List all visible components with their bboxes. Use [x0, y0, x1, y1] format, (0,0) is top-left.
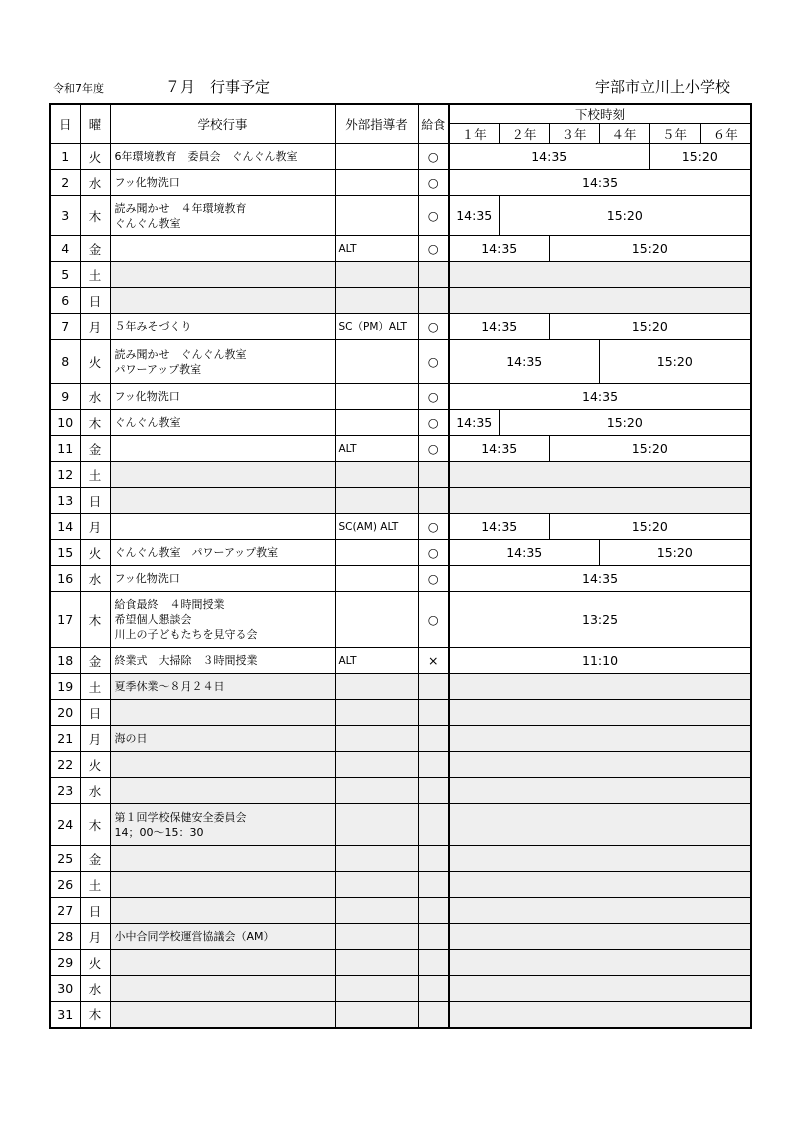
event-line: パワーアップ教室	[114, 362, 202, 376]
table-row	[50, 144, 751, 170]
dismissal-time-cell: 14:35	[449, 144, 649, 170]
dismissal-time-cell: 14:35	[449, 384, 751, 410]
page-title: ７月 行事予定	[165, 78, 271, 96]
event-line: 海の日	[114, 732, 148, 745]
event-line: ぐんぐん教室	[114, 416, 181, 429]
day-cell: 2	[50, 170, 80, 196]
weekday-cell: 金	[80, 236, 110, 262]
dismissal-time-cell: 14:35	[449, 410, 499, 436]
event-cell	[110, 700, 335, 726]
external-instructor-cell	[335, 804, 418, 846]
event-line: 小中合同学校運営協議会（AM）	[114, 930, 275, 943]
external-instructor-cell: SC(AM) ALT	[335, 514, 418, 540]
event-line: 終業式 大掃除 ３時間授業	[114, 654, 258, 667]
event-line: 川上の子どもたちを見守る会	[114, 628, 258, 641]
col-event-header: 学校行事	[110, 104, 335, 144]
lunch-cell: ○	[418, 566, 449, 592]
external-instructor-cell	[335, 384, 418, 410]
event-line: ５年みそづくり	[114, 320, 192, 333]
weekday-cell: 火	[80, 752, 110, 778]
lunch-cell: ○	[418, 170, 449, 196]
dismissal-time-cell: 14:35	[449, 236, 549, 262]
external-instructor-cell	[335, 288, 418, 314]
event-cell	[110, 236, 335, 262]
event-line: ぐんぐん教室 パワーアップ教室	[114, 546, 279, 559]
event-cell	[110, 462, 335, 488]
day-cell: 16	[50, 566, 80, 592]
dismissal-time-cell: 14:35	[449, 314, 549, 340]
external-instructor-cell	[335, 144, 418, 170]
event-cell	[110, 488, 335, 514]
weekday-cell: 月	[80, 924, 110, 950]
event-cell	[110, 872, 335, 898]
event-cell	[110, 674, 335, 700]
dismissal-cell	[449, 262, 751, 288]
event-cell	[110, 898, 335, 924]
weekday-cell: 日	[80, 700, 110, 726]
event-cell	[110, 436, 335, 462]
event-cell	[110, 384, 335, 410]
weekday-cell: 火	[80, 540, 110, 566]
day-cell: 26	[50, 872, 80, 898]
event-cell	[110, 410, 335, 436]
day-cell: 6	[50, 288, 80, 314]
table-row	[50, 410, 751, 436]
external-instructor-cell	[335, 700, 418, 726]
lunch-cell: ○	[418, 144, 449, 170]
day-cell: 24	[50, 804, 80, 846]
dismissal-time-cell: 15:20	[549, 436, 751, 462]
dismissal-time-cell: 14:35	[449, 566, 751, 592]
day-cell: 5	[50, 262, 80, 288]
weekday-cell: 水	[80, 976, 110, 1002]
lunch-cell: ○	[418, 236, 449, 262]
table-row	[50, 700, 751, 726]
weekday-cell: 土	[80, 462, 110, 488]
dismissal-cell	[449, 1002, 751, 1028]
table-row	[50, 236, 751, 262]
lunch-cell	[418, 462, 449, 488]
grade-header: ６年	[700, 124, 751, 144]
external-instructor-cell	[335, 752, 418, 778]
col-external-header: 外部指導者	[335, 104, 418, 144]
lunch-cell	[418, 700, 449, 726]
weekday-cell: 水	[80, 778, 110, 804]
weekday-cell: 月	[80, 726, 110, 752]
day-cell: 31	[50, 1002, 80, 1028]
lunch-cell	[418, 262, 449, 288]
weekday-cell: 月	[80, 514, 110, 540]
dismissal-time-cell: 14:35	[449, 170, 751, 196]
lunch-cell: ○	[418, 436, 449, 462]
lunch-cell: ○	[418, 514, 449, 540]
day-cell: 13	[50, 488, 80, 514]
grade-header: ３年	[549, 124, 599, 144]
weekday-cell: 日	[80, 898, 110, 924]
day-cell: 4	[50, 236, 80, 262]
dismissal-time-cell: 14:35	[449, 514, 549, 540]
dismissal-time-cell: 11:10	[449, 648, 751, 674]
grade-header: ２年	[499, 124, 549, 144]
day-cell: 1	[50, 144, 80, 170]
table-row	[50, 898, 751, 924]
fiscal-year-label: 令和7年度	[53, 82, 104, 95]
weekday-cell: 水	[80, 170, 110, 196]
dismissal-cell	[449, 752, 751, 778]
dismissal-time-cell: 15:20	[549, 514, 751, 540]
dismissal-cell	[449, 778, 751, 804]
table-row	[50, 846, 751, 872]
lunch-cell	[418, 898, 449, 924]
day-cell: 12	[50, 462, 80, 488]
event-cell	[110, 144, 335, 170]
dismissal-time-cell: 15:20	[649, 144, 751, 170]
table-row	[50, 314, 751, 340]
table-row	[50, 976, 751, 1002]
event-line: 6年環境教育 委員会 ぐんぐん教室	[114, 150, 298, 163]
day-cell: 20	[50, 700, 80, 726]
day-cell: 22	[50, 752, 80, 778]
event-cell	[110, 778, 335, 804]
day-cell: 17	[50, 592, 80, 648]
lunch-cell: ○	[418, 384, 449, 410]
weekday-cell: 土	[80, 262, 110, 288]
weekday-cell: 金	[80, 436, 110, 462]
table-row	[50, 340, 751, 384]
external-instructor-cell: ALT	[335, 436, 418, 462]
table-row	[50, 514, 751, 540]
col-day-header: 日	[50, 104, 80, 144]
day-cell: 11	[50, 436, 80, 462]
external-instructor-cell	[335, 196, 418, 236]
weekday-cell: 金	[80, 846, 110, 872]
day-cell: 28	[50, 924, 80, 950]
day-cell: 25	[50, 846, 80, 872]
lunch-cell	[418, 488, 449, 514]
external-instructor-cell	[335, 924, 418, 950]
weekday-cell: 水	[80, 566, 110, 592]
external-instructor-cell	[335, 410, 418, 436]
day-cell: 30	[50, 976, 80, 1002]
dismissal-time-cell: 14:35	[449, 540, 599, 566]
day-cell: 27	[50, 898, 80, 924]
col-weekday-header: 曜	[80, 104, 110, 144]
dismissal-time-cell: 15:20	[499, 196, 751, 236]
event-cell	[110, 196, 335, 236]
dismissal-cell	[449, 950, 751, 976]
event-cell	[110, 288, 335, 314]
dismissal-time-cell: 15:20	[599, 540, 751, 566]
dismissal-time-cell: 15:20	[499, 410, 751, 436]
day-cell: 9	[50, 384, 80, 410]
external-instructor-cell	[335, 846, 418, 872]
weekday-cell: 木	[80, 410, 110, 436]
dismissal-cell	[449, 898, 751, 924]
event-line: 読み聞かせ ぐんぐん教室	[114, 347, 247, 361]
lunch-cell	[418, 288, 449, 314]
external-instructor-cell	[335, 488, 418, 514]
table-row	[50, 288, 751, 314]
weekday-cell: 土	[80, 872, 110, 898]
table-row	[50, 592, 751, 648]
dismissal-time-cell: 15:20	[599, 340, 751, 384]
day-cell: 18	[50, 648, 80, 674]
schedule-table	[49, 103, 752, 1029]
dismissal-time-cell: 15:20	[549, 236, 751, 262]
day-cell: 21	[50, 726, 80, 752]
external-instructor-cell: SC（PM）ALT	[335, 314, 418, 340]
event-line: 第１回学校保健安全委員会	[114, 810, 247, 824]
lunch-cell	[418, 778, 449, 804]
table-row	[50, 648, 751, 674]
event-cell	[110, 314, 335, 340]
table-row	[50, 872, 751, 898]
dismissal-cell	[449, 700, 751, 726]
lunch-cell	[418, 1002, 449, 1028]
weekday-cell: 日	[80, 288, 110, 314]
event-line: 夏季休業～８月２４日	[114, 680, 225, 693]
external-instructor-cell	[335, 566, 418, 592]
weekday-cell: 日	[80, 488, 110, 514]
dismissal-time-cell: 14:35	[449, 436, 549, 462]
table-row	[50, 950, 751, 976]
lunch-cell: ○	[418, 540, 449, 566]
external-instructor-cell	[335, 976, 418, 1002]
event-cell	[110, 804, 335, 846]
table-row	[50, 778, 751, 804]
external-instructor-cell	[335, 340, 418, 384]
lunch-cell: ○	[418, 196, 449, 236]
dismissal-time-cell: 14:35	[449, 196, 499, 236]
lunch-cell: ○	[418, 340, 449, 384]
external-instructor-cell	[335, 592, 418, 648]
dismissal-cell	[449, 674, 751, 700]
grade-header: ４年	[599, 124, 649, 144]
event-line: フッ化物洗口	[114, 176, 180, 189]
event-cell	[110, 752, 335, 778]
external-instructor-cell	[335, 778, 418, 804]
day-cell: 15	[50, 540, 80, 566]
weekday-cell: 水	[80, 384, 110, 410]
external-instructor-cell	[335, 1002, 418, 1028]
lunch-cell	[418, 674, 449, 700]
table-row	[50, 436, 751, 462]
weekday-cell: 金	[80, 648, 110, 674]
table-row	[50, 726, 751, 752]
external-instructor-cell: ALT	[335, 236, 418, 262]
table-row	[50, 1002, 751, 1028]
event-cell	[110, 566, 335, 592]
lunch-cell	[418, 804, 449, 846]
event-cell	[110, 950, 335, 976]
event-line: フッ化物洗口	[114, 390, 180, 403]
event-line: フッ化物洗口	[114, 572, 180, 585]
day-cell: 23	[50, 778, 80, 804]
dismissal-cell	[449, 872, 751, 898]
table-row	[50, 262, 751, 288]
col-dismissal-header: 下校時刻	[449, 104, 751, 124]
table-row	[50, 540, 751, 566]
dismissal-time-cell: 14:35	[449, 340, 599, 384]
day-cell: 3	[50, 196, 80, 236]
school-name: 宇部市立川上小学校	[594, 78, 730, 96]
lunch-cell	[418, 752, 449, 778]
lunch-cell: ○	[418, 592, 449, 648]
table-row	[50, 384, 751, 410]
grade-header: ５年	[649, 124, 700, 144]
external-instructor-cell	[335, 674, 418, 700]
lunch-cell	[418, 950, 449, 976]
day-cell: 29	[50, 950, 80, 976]
table-row	[50, 488, 751, 514]
dismissal-cell	[449, 462, 751, 488]
table-row	[50, 804, 751, 846]
weekday-cell: 木	[80, 1002, 110, 1028]
weekday-cell: 火	[80, 950, 110, 976]
dismissal-time-cell: 15:20	[549, 314, 751, 340]
weekday-cell: 木	[80, 196, 110, 236]
weekday-cell: 木	[80, 592, 110, 648]
external-instructor-cell	[335, 950, 418, 976]
day-cell: 10	[50, 410, 80, 436]
external-instructor-cell	[335, 462, 418, 488]
day-cell: 8	[50, 340, 80, 384]
event-cell	[110, 726, 335, 752]
external-instructor-cell	[335, 170, 418, 196]
event-line: 読み聞かせ ４年環境教育	[114, 201, 247, 215]
event-cell	[110, 1002, 335, 1028]
event-cell	[110, 976, 335, 1002]
event-line: 14；00～15：30	[114, 825, 204, 839]
external-instructor-cell: ALT	[335, 648, 418, 674]
table-row	[50, 170, 751, 196]
lunch-cell	[418, 846, 449, 872]
event-cell	[110, 648, 335, 674]
weekday-cell: 火	[80, 340, 110, 384]
day-cell: 7	[50, 314, 80, 340]
table-row	[50, 924, 751, 950]
event-cell	[110, 262, 335, 288]
day-cell: 14	[50, 514, 80, 540]
weekday-cell: 土	[80, 674, 110, 700]
event-cell	[110, 340, 335, 384]
dismissal-cell	[449, 976, 751, 1002]
lunch-cell: ○	[418, 314, 449, 340]
event-cell	[110, 540, 335, 566]
lunch-cell	[418, 924, 449, 950]
lunch-cell	[418, 976, 449, 1002]
dismissal-cell	[449, 288, 751, 314]
lunch-cell	[418, 872, 449, 898]
dismissal-cell	[449, 726, 751, 752]
event-cell	[110, 924, 335, 950]
table-row	[50, 674, 751, 700]
external-instructor-cell	[335, 262, 418, 288]
dismissal-cell	[449, 846, 751, 872]
event-line: ぐんぐん教室	[114, 216, 181, 230]
external-instructor-cell	[335, 872, 418, 898]
lunch-cell: ×	[418, 648, 449, 674]
external-instructor-cell	[335, 898, 418, 924]
event-cell	[110, 592, 335, 648]
dismissal-cell	[449, 924, 751, 950]
event-line: 希望個人懇談会	[114, 613, 192, 626]
table-row	[50, 462, 751, 488]
lunch-cell	[418, 726, 449, 752]
dismissal-cell	[449, 804, 751, 846]
event-line: 給食最終 ４時間授業	[114, 598, 225, 611]
event-cell	[110, 170, 335, 196]
table-row	[50, 196, 751, 236]
weekday-cell: 木	[80, 804, 110, 846]
event-cell	[110, 846, 335, 872]
dismissal-time-cell: 13:25	[449, 592, 751, 648]
event-cell	[110, 514, 335, 540]
weekday-cell: 月	[80, 314, 110, 340]
lunch-cell: ○	[418, 410, 449, 436]
grade-header: １年	[449, 124, 499, 144]
external-instructor-cell	[335, 540, 418, 566]
external-instructor-cell	[335, 726, 418, 752]
table-row	[50, 752, 751, 778]
dismissal-cell	[449, 488, 751, 514]
col-lunch-header: 給食	[418, 104, 449, 144]
table-row	[50, 566, 751, 592]
day-cell: 19	[50, 674, 80, 700]
weekday-cell: 火	[80, 144, 110, 170]
